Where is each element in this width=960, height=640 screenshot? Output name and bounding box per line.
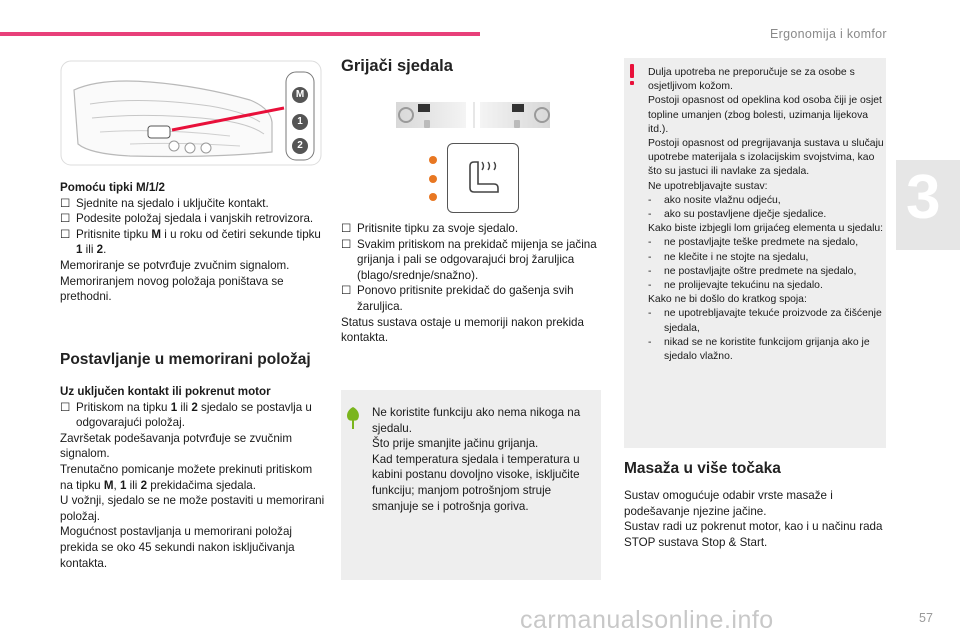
memory-button-1: 1 bbox=[292, 114, 308, 130]
list-item: - ne upotrebljavajte tekuće proizvode za čišćenje sjedala, bbox=[648, 308, 882, 334]
seat-heat-icon bbox=[448, 144, 518, 212]
page-number: 57 bbox=[919, 611, 933, 625]
list-item: ☐ Svakim pritiskom na prekidač mijenja se jačina grijanja i pali se odgovarajući broj žaruljica (blago/srednje/snažno). bbox=[341, 237, 597, 282]
section-header: Ergonomija i komfor bbox=[770, 27, 887, 41]
list-item: ☐ Pritiskom na tipku 1 ili 2 sjedalo se postavlja u odgovarajući položaj. bbox=[60, 400, 312, 430]
eco-tip-icon bbox=[346, 407, 360, 429]
recall-subtitle: Uz uključen kontakt ili pokrenut motor bbox=[60, 385, 271, 398]
heating-instructions bbox=[341, 221, 603, 346]
list-item: - ako su postavljene dječje sjedalice. bbox=[648, 209, 827, 221]
seat-heating-button bbox=[447, 143, 519, 213]
paragraph: Postoji opasnost od pregrijavanja sustava u slučaju upotrebe materijala s izolacijskim svojstvima, kao što su jastuci ili navlake za sjedala. bbox=[648, 138, 884, 178]
tip-line: Kad temperatura sjedala i temperatura u kabini postanu dovoljno visoke, isključite funkciju; manjom potrošnjom struje smanjuje se i potrošnja goriva. bbox=[372, 452, 580, 513]
paragraph: Sustav omogućuje odabir vrste masaže i podešavanje njezine jačine. bbox=[624, 489, 833, 518]
paragraph: Mogućnost postavljanja u memorirani položaj prekida se oko 45 sekundi nakon isključivanja kontakta. bbox=[60, 525, 295, 570]
overwrite-note: Memoriranjem novog položaja poništava se prethodni. bbox=[60, 274, 284, 304]
list-item: - ako nosite vlažnu odjeću, bbox=[648, 194, 781, 206]
paragraph: Sustav radi uz pokrenut motor, kao i u načinu rada STOP sustava Stop & Start. bbox=[624, 520, 883, 549]
tip-line: Ne koristite funkciju ako nema nikoga na sjedalu. bbox=[372, 406, 581, 435]
list-item: ☐ Pritisnite tipku M i u roku od četiri sekunde tipku 1 ili 2. bbox=[60, 227, 321, 257]
warning-text bbox=[648, 66, 884, 364]
section-title-memory-recall: Postavljanje u memorirani položaj bbox=[60, 351, 311, 368]
paragraph: Trenutačno pomicanje možete prekinuti pritiskom na tipku M, 1 ili 2 prekidačima sjedala. bbox=[60, 462, 313, 492]
list-item: ☐ Sjednite na sjedalo i uključite kontakt. bbox=[60, 196, 269, 210]
memory-button-M: M bbox=[292, 87, 308, 103]
section-title-massage: Masaža u više točaka bbox=[624, 460, 781, 477]
heating-level-led-1 bbox=[429, 156, 437, 164]
memory-note: Memoriranje se potvrđuje zvučnim signalom. bbox=[60, 258, 290, 272]
paragraph: Kako biste izbjegli lom grijaćeg elementa u sjedalu: bbox=[648, 223, 884, 235]
paragraph: Postoji opasnost od opeklina kod osoba čiji je osjet topline umanjen (zbog bolesti, uzimanja lijekova itd.). bbox=[648, 95, 882, 135]
chapter-number: 3 bbox=[906, 163, 941, 232]
status-note: Status sustava ostaje u memoriji nakon prekida kontakta. bbox=[341, 315, 584, 345]
heating-level-led-2 bbox=[429, 175, 437, 183]
list-item: ☐ Podesite položaj sjedala i vanjskih retrovizora. bbox=[60, 212, 314, 226]
paragraph: U vožnji, sjedalo se ne može postaviti u memorirani položaj. bbox=[60, 494, 325, 523]
warning-icon bbox=[627, 64, 637, 86]
list-item: - ne postavljajte teške predmete na sjedalo, bbox=[648, 237, 859, 249]
tip-line: Što prije smanjite jačinu grijanja. bbox=[372, 437, 539, 451]
memory-subtitle: Pomoću tipki M/1/2 bbox=[60, 181, 166, 194]
list-item: - ne klečite i ne stojte na sjedalu, bbox=[648, 251, 809, 263]
list-item: - ne postavljajte oštre predmete na sjedalo, bbox=[648, 265, 857, 277]
seat-memory-illustration bbox=[60, 60, 322, 166]
paragraph: Završetak podešavanja potvrđuje se zvučnim signalom. bbox=[60, 431, 292, 461]
list-item: ☐ Pritisnite tipku za svoje sjedalo. bbox=[341, 222, 519, 235]
list-item: - nikad se ne koristite funkcijom grijanja ako je sjedalo vlažno. bbox=[648, 336, 870, 363]
eco-tip-text bbox=[372, 405, 596, 514]
list-item: ☐ Ponovo pritisnite prekidač do gašenja svih žaruljica. bbox=[341, 284, 574, 313]
section-title-seat-heating: Grijači sjedala bbox=[341, 57, 453, 75]
massage-text bbox=[624, 488, 886, 550]
memory-button-2: 2 bbox=[292, 138, 308, 154]
paragraph: Kako ne bi došlo do kratkog spoja: bbox=[648, 294, 807, 306]
list-item: - ne prolijevajte tekućinu na sjedalo. bbox=[648, 280, 823, 292]
header-accent-bar bbox=[0, 32, 480, 36]
heating-level-led-3 bbox=[429, 193, 437, 201]
recall-instructions bbox=[60, 384, 325, 571]
paragraph: Dulja upotreba ne preporučuje se za osobe s osjetljivom kožom. bbox=[648, 67, 855, 93]
watermark: carmanualsonline.info bbox=[520, 606, 774, 634]
paragraph: Ne upotrebljavajte sustav: bbox=[648, 180, 768, 192]
memory-instructions bbox=[60, 180, 325, 305]
